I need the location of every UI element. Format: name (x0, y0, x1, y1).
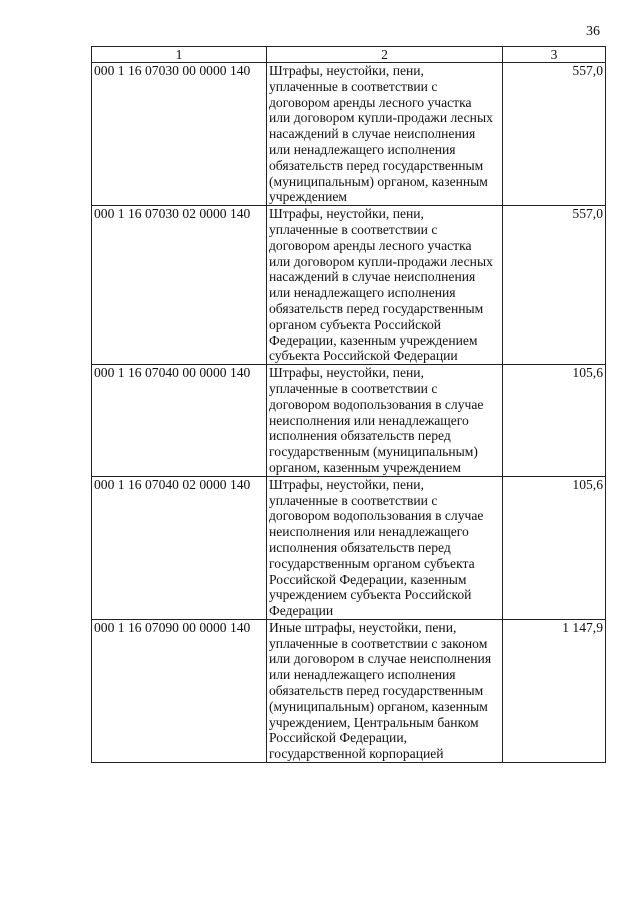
description-line: или договором купли-продажи лесных (269, 110, 493, 126)
description-line: уплаченные в соответствии с законом (269, 635, 488, 651)
amount-cell: 105,6 (503, 476, 606, 619)
description-line: исполнения обязательств перед (269, 539, 451, 555)
description-line: обязательств перед государственным (269, 683, 484, 699)
description-line: Федерации, казенным учреждением (269, 332, 478, 348)
description-line: договором аренды лесного участка (269, 94, 472, 110)
description-line: Штрафы, неустойки, пени, (269, 206, 424, 222)
description-line: договором аренды лесного участка (269, 237, 472, 253)
description-line: насаждений в случае неисполнения (269, 269, 476, 285)
description-line: обязательств перед государственным (269, 300, 484, 316)
description-line: уплаченные в соответствии с (269, 78, 438, 94)
description-line: государственным (муниципальным) (269, 444, 478, 460)
description-line: или договором купли-продажи лесных (269, 253, 493, 269)
budget-code-cell: 000 1 16 07090 00 0000 140 (92, 619, 267, 762)
table-row (92, 206, 606, 365)
description-line: насаждений в случае неисполнения (269, 126, 476, 142)
description-line: исполнения обязательств перед (269, 428, 451, 444)
description-line: или договором в случае неисполнения (269, 651, 492, 667)
amount-cell: 1 147,9 (503, 619, 606, 762)
description-line: государственной корпорацией (269, 746, 444, 762)
column-header-2: 2 (267, 47, 503, 63)
description-cell (267, 63, 503, 206)
budget-code-cell: 000 1 16 07030 02 0000 140 (92, 206, 267, 365)
description-line: субъекта Российской Федерации (269, 348, 458, 364)
column-header-3: 3 (503, 47, 606, 63)
amount-cell: 557,0 (503, 63, 606, 206)
description-line: неисполнения или ненадлежащего (269, 412, 469, 428)
table-row (92, 476, 606, 619)
description-line: (муниципальным) органом, казенным (269, 698, 488, 714)
description-line: учреждением (269, 189, 347, 205)
description-line: или ненадлежащего исполнения (269, 141, 456, 157)
budget-code-cell: 000 1 16 07040 00 0000 140 (92, 365, 267, 477)
description-line: Штрафы, неустойки, пени, (269, 63, 424, 78)
budget-code-cell: 000 1 16 07040 02 0000 140 (92, 476, 267, 619)
description-line: Штрафы, неустойки, пени, (269, 365, 424, 381)
revenue-table (91, 46, 606, 763)
table-row (92, 365, 606, 477)
description-line: уплаченные в соответствии с (269, 221, 438, 237)
table-row (92, 63, 606, 206)
description-line: Российской Федерации, (269, 730, 407, 746)
description-line: органом субъекта Российской (269, 316, 442, 332)
description-line: уплаченные в соответствии с (269, 492, 438, 508)
description-cell (267, 206, 503, 365)
description-line: государственным органом субъекта (269, 555, 475, 571)
description-cell (267, 619, 503, 762)
table-body (92, 63, 606, 763)
table-header-row (92, 47, 606, 63)
description-line: договором водопользования в случае (269, 508, 484, 524)
description-line: или ненадлежащего исполнения (269, 285, 456, 301)
amount-cell: 557,0 (503, 206, 606, 365)
description-line: учреждением, Центральным банком (269, 714, 479, 730)
amount-cell: 105,6 (503, 365, 606, 477)
column-header-1: 1 (92, 47, 267, 63)
description-line: или ненадлежащего исполнения (269, 667, 456, 683)
table-row (92, 619, 606, 762)
description-line: Российской Федерации, казенным (269, 571, 467, 587)
description-cell (267, 365, 503, 477)
description-line: органом, казенным учреждением (269, 459, 461, 475)
description-line: (муниципальным) органом, казенным (269, 173, 488, 189)
description-line: неисполнения или ненадлежащего (269, 524, 469, 540)
description-line: Иные штрафы, неустойки, пени, (269, 619, 457, 635)
description-line: договором водопользования в случае (269, 396, 484, 412)
description-line: Федерации (269, 603, 334, 619)
page-number: 36 (586, 24, 600, 39)
description-line: уплаченные в соответствии с (269, 380, 438, 396)
description-cell (267, 476, 503, 619)
budget-code-cell: 000 1 16 07030 00 0000 140 (92, 63, 267, 206)
description-line: Штрафы, неустойки, пени, (269, 476, 424, 492)
description-line: обязательств перед государственным (269, 157, 484, 173)
description-line: учреждением субъекта Российской (269, 587, 472, 603)
